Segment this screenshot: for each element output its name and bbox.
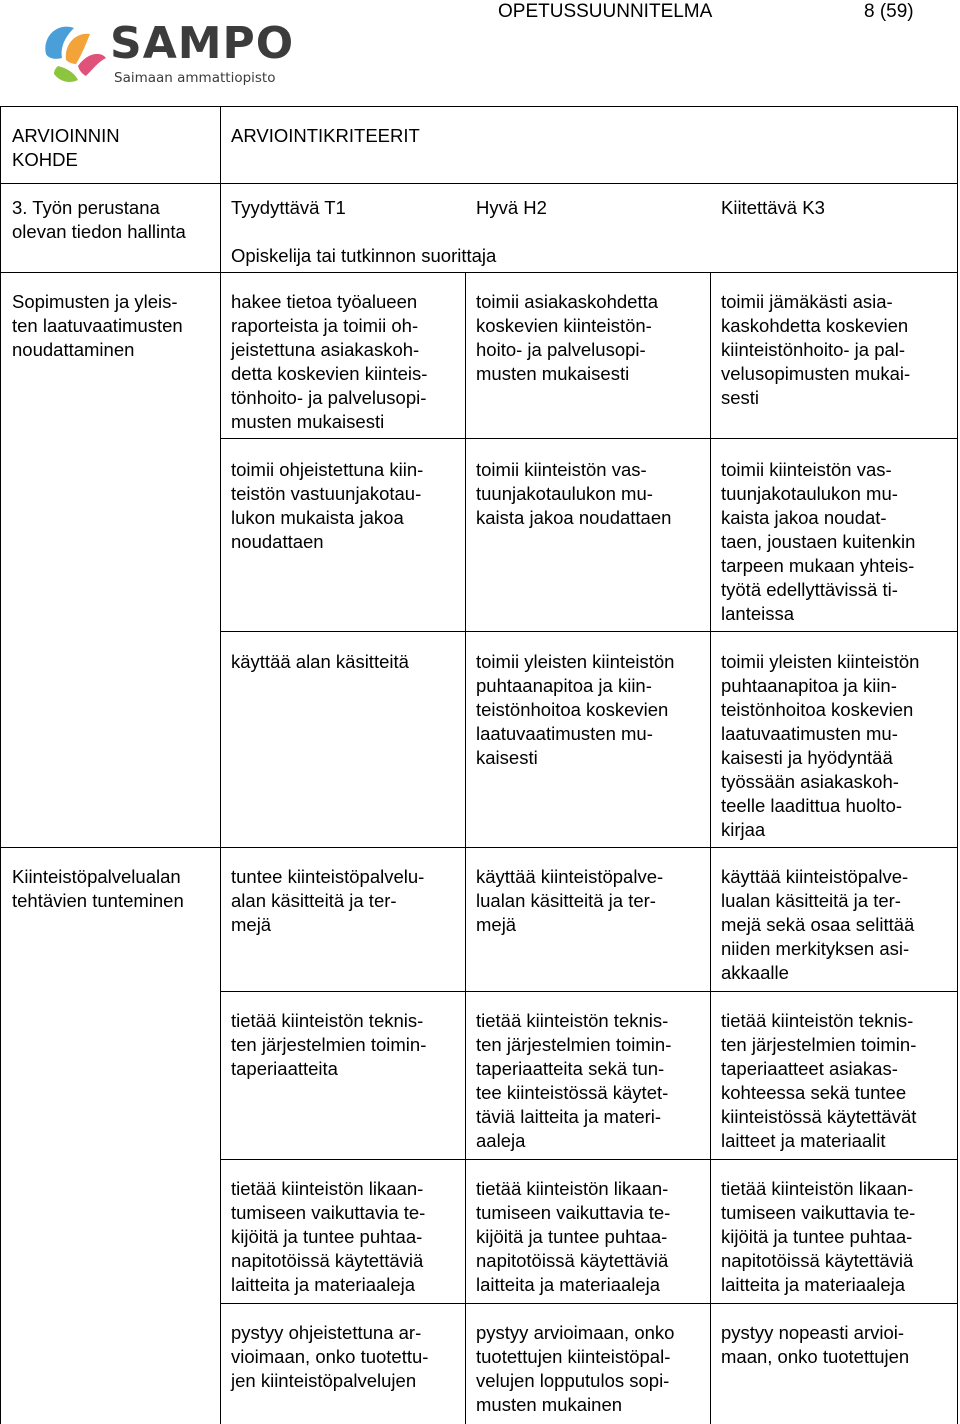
- criteria-cell-h2: pystyy arvioimaan, onko tuotettujen kiinteistöpal- velujen lopputulos sopi- musten mukainen: [476, 1322, 675, 1415]
- table-col-divider-3: [710, 272, 711, 1424]
- criteria-cell-k3: käyttää kiinteistöpalve- lualan käsitteitä ja ter- mejä sekä osaa selittää niiden merkityksen asi- akkaalle: [721, 866, 915, 983]
- header-assessment-target: ARVIOINNIN KOHDE: [12, 125, 120, 170]
- table-rule-target: [0, 847, 958, 848]
- criteria-cell-t1: toimii ohjeistettuna kiin- teistön vastuunjakotau- lukon mukaista jakoa noudattaen: [231, 459, 424, 552]
- criteria-cell-t1: tuntee kiinteistöpalvelu- alan käsitteitä ja ter- mejä: [231, 866, 425, 935]
- criteria-cell-h2: tietää kiinteistön likaan- tumiseen vaikuttavia te- kijöitä ja tuntee puhtaa- napitotöissä käytettäviä laitteita ja materiaaleja: [476, 1178, 671, 1295]
- table-rule-head: [0, 183, 958, 184]
- criteria-cell-k3: toimii kiinteistön vas- tuunjakotaulukon mu- kaista jakoa noudat- taen, joustaen kuitenkin tarpeen mukaan yhteis- työtä edellyttävissä ti- lanteissa: [721, 459, 916, 624]
- criteria-cell-h2: toimii yleisten kiinteistön puhtaanapitoa ja kiin- teistönhoitoa koskevien laatuvaatimusten mu- kaisesti: [476, 651, 675, 768]
- table-rule-section: [0, 272, 958, 273]
- table-col-divider-1: [220, 106, 221, 1424]
- criteria-cell-t1: käyttää alan käsitteitä: [231, 651, 409, 672]
- table-border-top: [0, 106, 958, 107]
- page-number: 8 (59): [864, 1, 914, 22]
- criteria-cell-k3: toimii jämäkästi asia- kaskohdetta koskevien kiinteistönhoito- ja pal- velusopimusten mukai- sesti: [721, 291, 911, 408]
- criteria-cell-t1: tietää kiinteistön teknis- ten järjestelmien toimin- taperiaatteita: [231, 1010, 427, 1079]
- grade-t1: Tyydyttävä T1: [231, 197, 346, 218]
- criteria-cell-h2: käyttää kiinteistöpalve- lualan käsitteitä ja ter- mejä: [476, 866, 664, 935]
- table-rule-row1: [221, 438, 958, 439]
- section-title: 3. Työn perustana olevan tiedon hallinta: [12, 197, 186, 242]
- logo-subtitle: Saimaan ammattiopisto: [114, 70, 276, 86]
- criteria-cell-k3: toimii yleisten kiinteistön puhtaanapitoa ja kiin- teistönhoitoa koskevien laatuvaatimusten mu- kaisesti ja hyödyntää työssään asiakaskoh- teelle laadittua huolto- kirjaa: [721, 651, 920, 840]
- table-border-left: [0, 106, 1, 1424]
- assessment-target: Kiinteistöpalvelualan tehtävien tunteminen: [12, 866, 184, 911]
- criteria-cell-h2: tietää kiinteistön teknis- ten järjestelmien toimin- taperiaatteita sekä tun- tee kiinteistössä käytet- täviä laitteita ja materi- aaleja: [476, 1010, 672, 1151]
- table-rule-row2: [221, 631, 958, 632]
- grade-h2: Hyvä H2: [476, 197, 547, 218]
- header-assessment-criteria: ARVIOINTIKRITEERIT: [231, 125, 420, 146]
- criteria-cell-k3: tietää kiinteistön teknis- ten järjestelmien toimin- taperiaatteet asiakas- kohteessa sekä tuntee kiinteistössä käytettävät laitteet ja materiaalit: [721, 1010, 917, 1151]
- logo-wordmark: SAMPO: [110, 18, 295, 69]
- table-rule-row6: [221, 1303, 958, 1304]
- criteria-cell-h2: toimii kiinteistön vas- tuunjakotaulukon mu- kaista jakoa noudattaen: [476, 459, 672, 528]
- grade-k3: Kiitettävä K3: [721, 197, 825, 218]
- table-col-divider-2: [465, 272, 466, 1424]
- table-rule-row5: [221, 1159, 958, 1160]
- assessment-target: Sopimusten ja yleis- ten laatuvaatimusten noudattaminen: [12, 291, 183, 360]
- criteria-cell-k3: tietää kiinteistön likaan- tumiseen vaikuttavia te- kijöitä ja tuntee puhtaa- napitotöissä käytettäviä laitteita ja materiaaleja: [721, 1178, 916, 1295]
- student-label: Opiskelija tai tutkinnon suorittaja: [231, 245, 497, 266]
- criteria-cell-t1: pystyy ohjeistettuna ar- vioimaan, onko tuotettu- jen kiinteistöpalvelujen: [231, 1322, 429, 1391]
- document-title: OPETUSSUUNNITELMA: [498, 1, 713, 22]
- criteria-cell-t1: hakee tietoa työalueen raporteista ja toimii oh- jeistettuna asiakaskoh- detta koskevien kiinteis- tönhoito- ja palvelusopi- musten mukaisesti: [231, 291, 428, 432]
- criteria-cell-k3: pystyy nopeasti arvioi- maan, onko tuotettujen: [721, 1322, 910, 1367]
- table-border-right: [957, 106, 958, 1424]
- table-rule-row4: [221, 991, 958, 992]
- criteria-cell-t1: tietää kiinteistön likaan- tumiseen vaikuttavia te- kijöitä ja tuntee puhtaa- napitotöissä käytettäviä laitteita ja materiaaleja: [231, 1178, 426, 1295]
- criteria-cell-h2: toimii asiakaskohdetta koskevien kiinteistön- hoito- ja palvelusopi- musten mukaisesti: [476, 291, 659, 384]
